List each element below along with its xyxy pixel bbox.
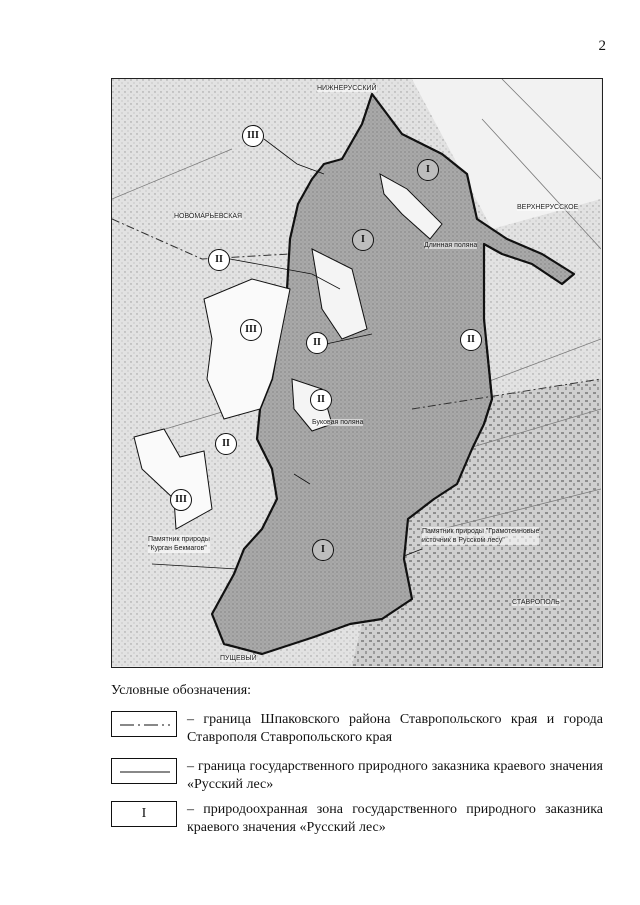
legend-symbol-dash-dot — [111, 711, 177, 737]
zone-marker-i: I — [417, 159, 439, 181]
zone-marker-iii: III — [240, 319, 262, 341]
legend-text-district-boundary: – граница Шпаковского района Ставропольского края и города Ставрополя Ставропольского края — [187, 712, 603, 745]
legend-title: Условные обозначения: — [111, 683, 252, 698]
label-pushchevy: ПУЩЕВЫЙ — [220, 655, 257, 662]
label-monument-spring — [422, 527, 539, 545]
reserve-map — [111, 78, 603, 668]
zone-marker-ii: II — [460, 329, 482, 351]
zone-marker-ii: II — [310, 389, 332, 411]
label-verkhnerusskoe: ВЕРХНЕРУССКОЕ — [517, 204, 579, 211]
monument-kurgan-line-1: Памятник природы — [148, 536, 210, 543]
monument-spring-line-1: Памятник природы "Грамотеиновые — [422, 528, 540, 535]
page-number: 2 — [598, 38, 606, 54]
zone-marker-ii: II — [306, 332, 328, 354]
map-graphic — [112, 79, 601, 666]
zone-marker-i: I — [312, 539, 334, 561]
monument-kurgan-line-2: "Курган Бекмагов" — [148, 545, 207, 552]
label-novomaryevskaya: НОВОМАРЬЕВСКАЯ — [174, 213, 243, 220]
legend-text-reserve-boundary: – граница государственного природного заказника краевого значения «Русский лес» — [187, 759, 603, 792]
legend-symbol-numeral: I — [111, 801, 177, 827]
legend-item-protection-zone — [111, 801, 603, 845]
legend-item-reserve-boundary — [111, 758, 603, 802]
zone-marker-i: I — [352, 229, 374, 251]
zone-marker-ii: II — [215, 433, 237, 455]
zone-marker-iii: III — [170, 489, 192, 511]
zone-marker-ii: II — [208, 249, 230, 271]
zone-marker-iii: III — [242, 125, 264, 147]
label-nizhnerussky: НИЖНЕРУССКИЙ — [317, 85, 377, 92]
label-stavropol: СТАВРОПОЛЬ — [512, 599, 560, 606]
legend-item-district-boundary — [111, 711, 603, 755]
label-monument-kurgan — [148, 535, 210, 553]
legend-symbol-solid — [111, 758, 177, 784]
monument-spring-line-2: источник в Русском лесу" — [422, 537, 505, 544]
label-bukovaya-polyana: Буковая поляна — [312, 419, 364, 426]
solid-line-icon — [112, 759, 178, 785]
dash-dot-line-icon — [112, 712, 178, 738]
legend-text-protection-zone: – природоохранная зона государственного природного заказника краевого значения «Русский лес» — [187, 802, 603, 835]
label-dlinnaya-polyana: Длинная поляна — [424, 242, 478, 249]
